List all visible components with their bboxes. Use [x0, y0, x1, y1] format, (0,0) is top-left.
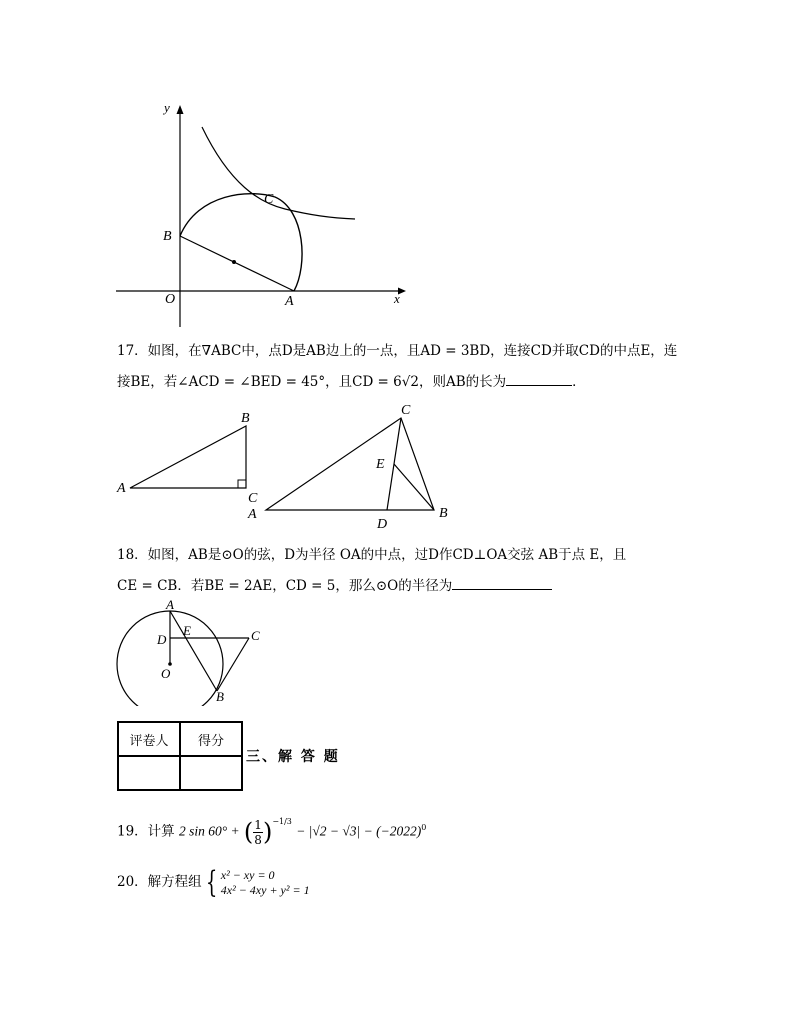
label-a: A — [285, 294, 294, 309]
center-dot — [232, 260, 236, 264]
q18-line2-text: CE = CB．若BE = 2AE，CD = 5，那么⊙O的半径为 — [117, 578, 453, 594]
label-c: C — [251, 628, 260, 643]
q18-line1: 18．如图，AB是⊙O的弦，D为半径 OA的中点，过D作CD⊥OA交弦 AB于点 E，且 — [117, 547, 627, 563]
label-o: O — [161, 666, 171, 681]
q18-figure-circle — [108, 598, 273, 706]
label-a: A — [248, 507, 257, 522]
label-c: C — [264, 192, 274, 207]
label-y: y — [164, 100, 170, 115]
coordinate-figure — [110, 95, 420, 335]
q17-figure-triangle — [240, 398, 460, 533]
q20-line — [117, 862, 310, 902]
label-b: B — [439, 506, 448, 521]
label-x: x — [394, 291, 400, 306]
section-title: 三、解 答 题 — [246, 749, 340, 765]
label-a: A — [166, 598, 174, 612]
triangle-abc-large — [266, 418, 434, 510]
label-c: C — [248, 491, 258, 506]
label-d: D — [157, 632, 167, 647]
q19-prefix: 19．计算 — [117, 823, 175, 840]
label-e: E — [183, 623, 191, 638]
q19-fraction — [253, 818, 263, 847]
label-b: B — [241, 411, 250, 426]
segment-cb — [217, 638, 249, 691]
label-b: B — [216, 689, 224, 704]
triangle-abc-small — [130, 426, 246, 488]
q19-exp0: 0 — [421, 823, 427, 832]
label-d: D — [377, 517, 388, 532]
q18-line2 — [117, 577, 552, 595]
q19-expr1: 2 sin 60° + — [178, 823, 240, 839]
q20-brace: { — [205, 864, 217, 900]
label-e: E — [376, 457, 385, 472]
q20-prefix: 20．解方程组 — [117, 874, 202, 890]
label-origin: O — [165, 292, 176, 307]
q19-expr2: − |√2 − √3| − (−2022) — [296, 823, 422, 839]
hyperbola-curve — [202, 127, 355, 219]
grader-cell[interactable] — [118, 756, 180, 790]
segment-eb — [394, 464, 434, 510]
q17-line2-text: 接BE，若∠ACD = ∠BED = 45°，且CD = 6√2，则AB的长为 — [117, 374, 507, 390]
q20-eq1: x² − xy = 0 — [220, 867, 275, 882]
segment-ab — [180, 236, 294, 291]
score-cell[interactable] — [180, 756, 242, 790]
chord-ab — [170, 611, 217, 691]
q19-paren-close: ) — [262, 818, 273, 846]
label-a: A — [117, 481, 126, 496]
q19-paren-open: ( — [243, 818, 254, 846]
q19-line — [117, 811, 426, 845]
label-b: B — [163, 229, 172, 244]
q19-frac-den: 8 — [254, 832, 262, 847]
grader-header: 评卷人 — [118, 722, 180, 756]
q20-eq2: 4x² − 4xy + y² = 1 — [220, 882, 310, 897]
q20-system — [221, 868, 310, 898]
q19-frac-num: 1 — [254, 817, 262, 832]
q17-line2-end: ． — [572, 374, 586, 390]
q17-line2 — [117, 373, 586, 391]
y-axis-arrow — [177, 105, 184, 114]
label-c: C — [401, 403, 411, 418]
answer-blank-18[interactable] — [452, 577, 552, 590]
answer-blank-17[interactable] — [506, 373, 572, 386]
q17-line1: 17．如图，在∇ABC中，点D是AB边上的一点，且AD = 3BD，连接CD并取CD的中点E，连 — [117, 343, 678, 359]
score-header: 得分 — [180, 722, 242, 756]
grading-table — [117, 721, 243, 791]
q19-exponent: −1/3 — [272, 817, 292, 826]
